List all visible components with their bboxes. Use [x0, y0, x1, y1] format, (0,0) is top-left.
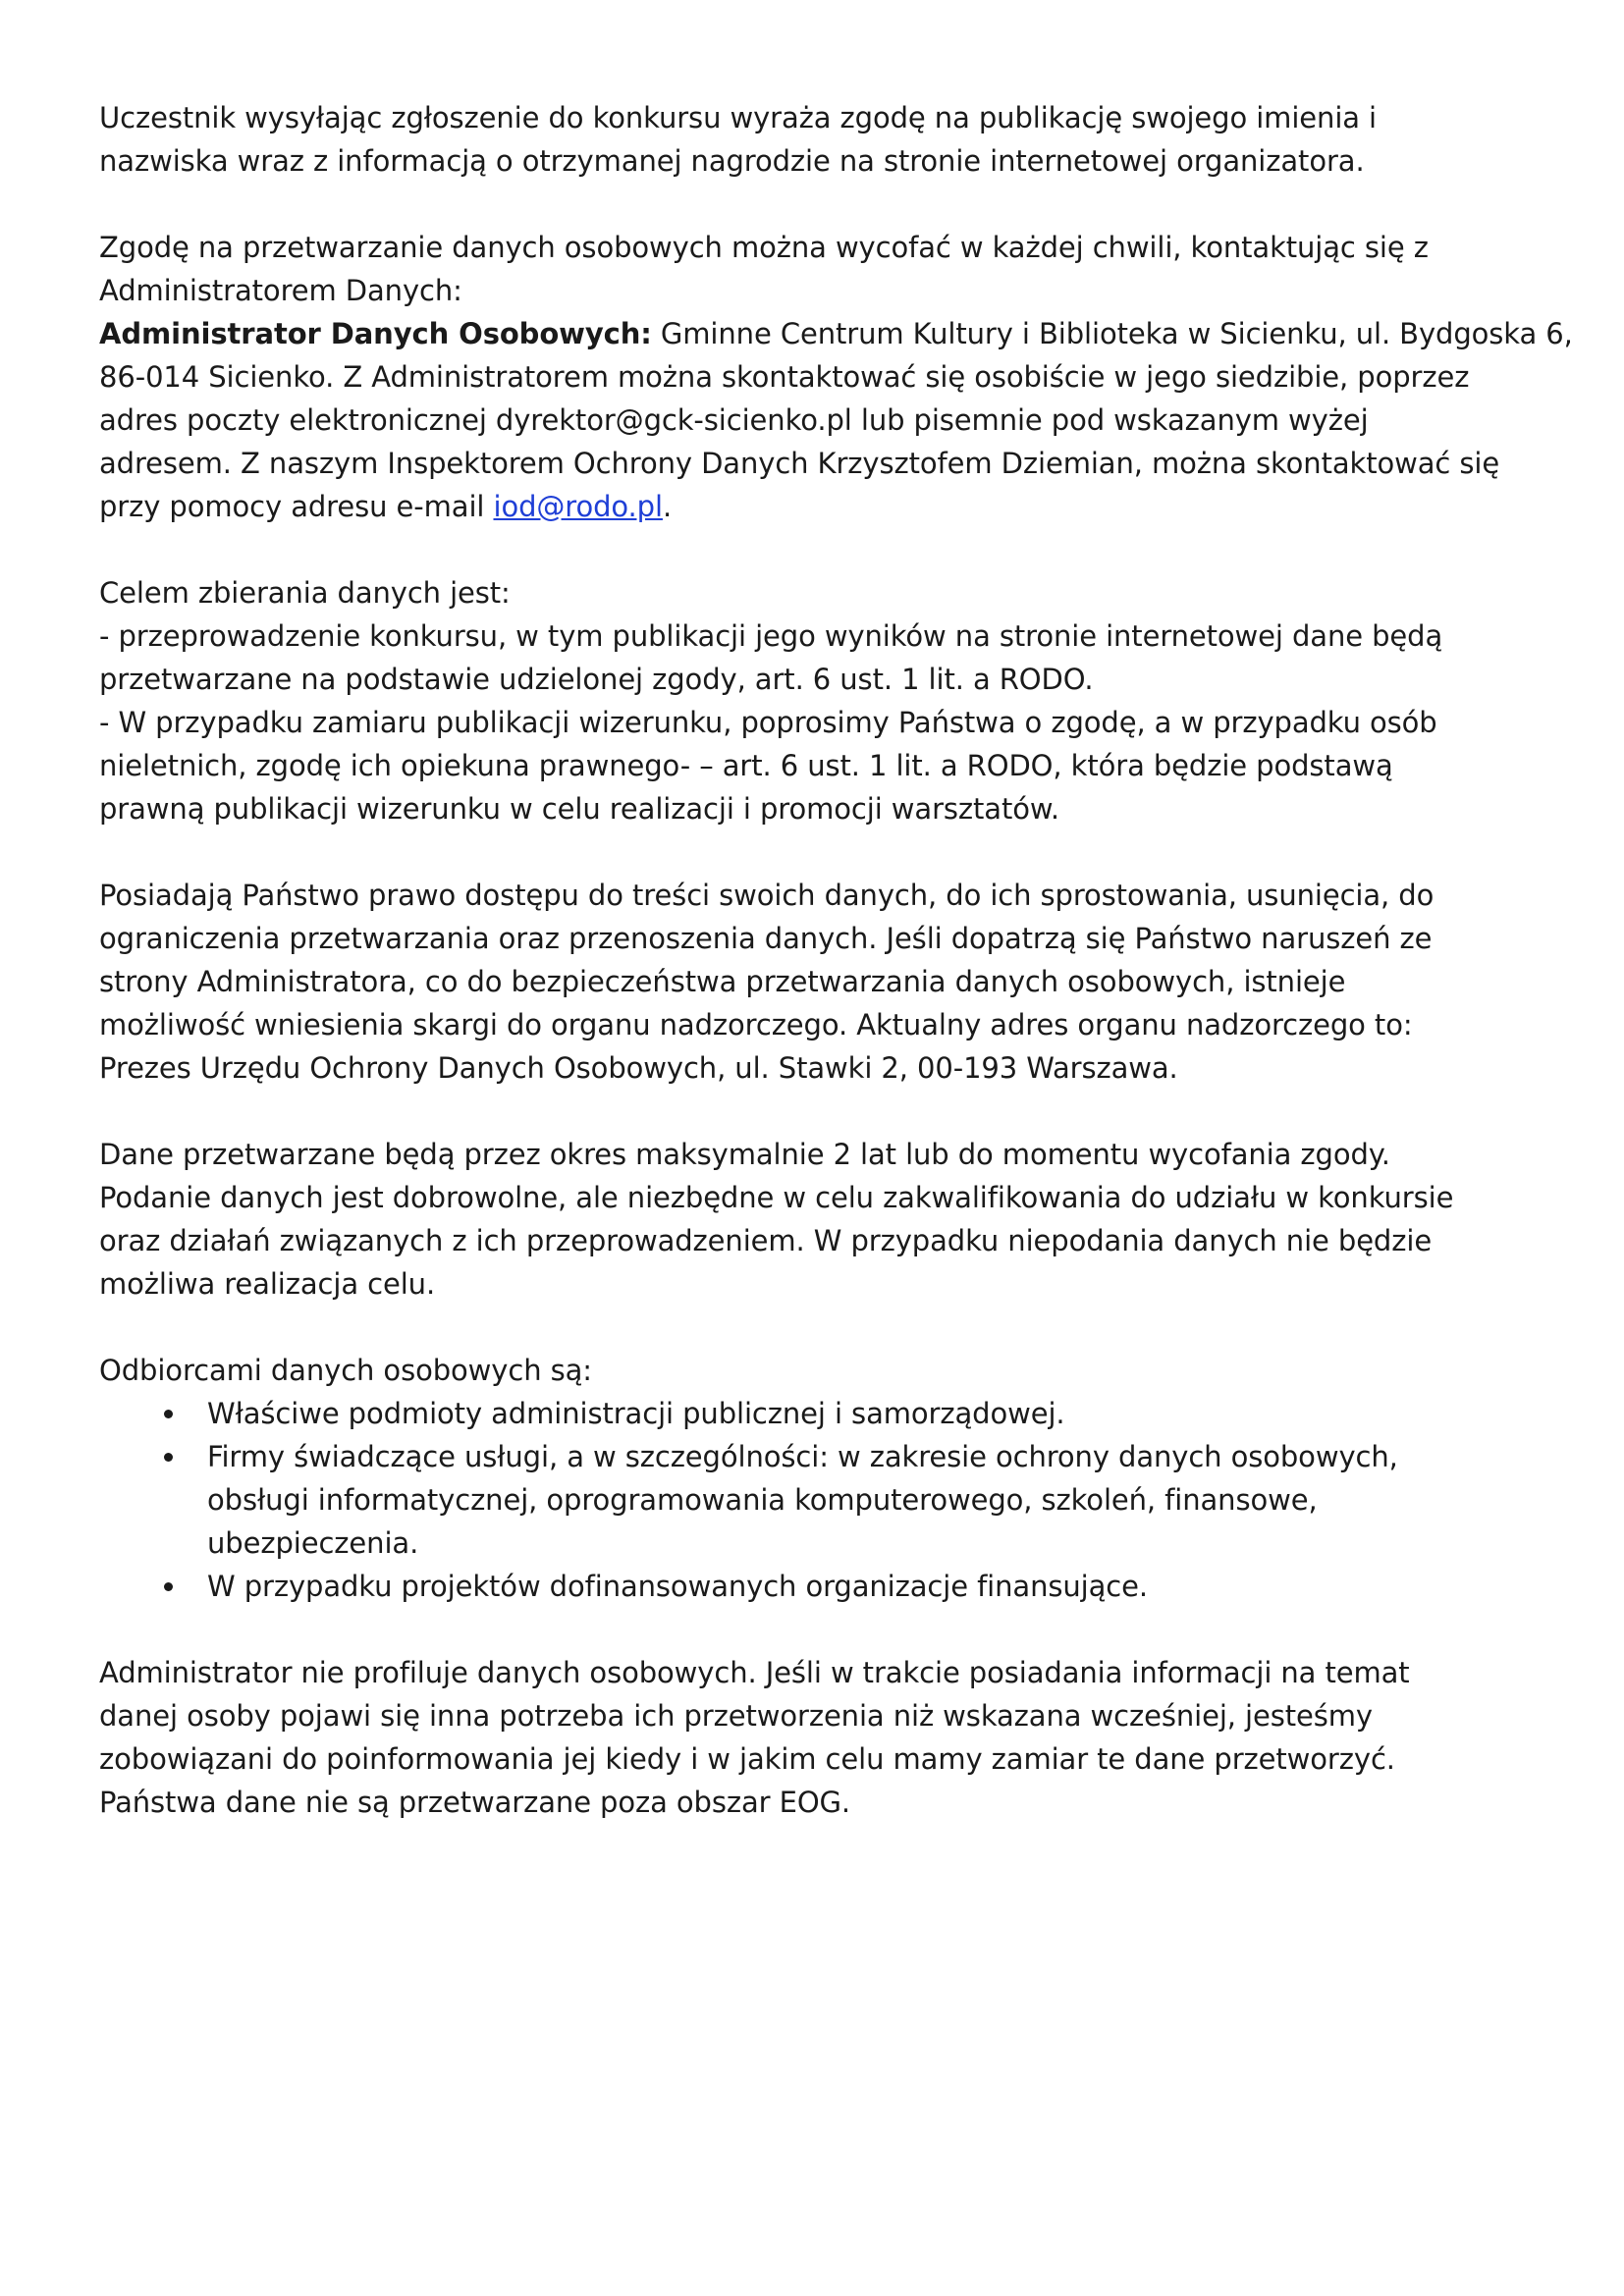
document-page — [99, 96, 1573, 1867]
text-line: adres poczty elektronicznej dyrektor@gck-sicienko.pl lub pisemnie pod wskazanym wyżej — [99, 403, 1369, 437]
iod-email-link[interactable]: iod@rodo.pl — [493, 490, 663, 523]
recipients-list — [99, 1392, 1552, 1608]
text-line: Podanie danych jest dobrowolne, ale niezbędne w celu zakwalifikowania do udziału w konkursie — [99, 1181, 1454, 1214]
text-line: Właściwe podmioty administracji publicznej i samorządowej. — [207, 1397, 1065, 1430]
text-line: ograniczenia przetwarzania oraz przenoszenia danych. Jeśli dopatrzą się Państwo naruszeń ze — [99, 922, 1433, 955]
text-line: nazwiska wraz z informacją o otrzymanej nagrodzie na stronie internetowej organizatora. — [99, 144, 1365, 178]
text-line: oraz działań związanych z ich przeprowadzeniem. W przypadku niepodania danych nie będzie — [99, 1224, 1433, 1257]
list-item — [99, 1392, 1552, 1435]
text-line: przetwarzane na podstawie udzielonej zgody, art. 6 ust. 1 lit. a RODO. — [99, 663, 1094, 696]
text-line: adresem. Z naszym Inspektorem Ochrony Danych Krzysztofem Dziemian, można skontaktować się — [99, 447, 1500, 480]
bullet-icon — [164, 1410, 173, 1418]
paragraph-purpose — [99, 571, 1552, 830]
administrator-label: Administrator Danych Osobowych: — [99, 317, 652, 350]
text-line: Zgodę na przetwarzanie danych osobowych można wycofać w każdej chwili, kontaktując się z — [99, 231, 1429, 264]
text-line: możliwość wniesienia skargi do organu nadzorczego. Aktualny adres organu nadzorczego to: — [99, 1008, 1413, 1041]
list-item — [99, 1565, 1552, 1608]
text-line: - W przypadku zamiaru publikacji wizerunku, poprosimy Państwa o zgodę, a w przypadku osób — [99, 706, 1437, 739]
text-line: Administrator nie profiluje danych osobowych. Jeśli w trakcie posiadania informacji na temat — [99, 1656, 1410, 1689]
bullet-icon — [164, 1453, 173, 1462]
administrator-address: Gminne Centrum Kultury i Biblioteka w Sicienku, ul. Bydgoska 6, — [651, 317, 1573, 350]
text-line: nieletnich, zgodę ich opiekuna prawnego- – art. 6 ust. 1 lit. a RODO, która będzie podstawą — [99, 749, 1393, 782]
list-item — [99, 1435, 1552, 1565]
paragraph-consent-publication — [99, 96, 1552, 183]
bullet-icon — [164, 1582, 173, 1591]
text-line: Firmy świadczące usługi, a w szczególności: w zakresie ochrony danych osobowych, — [207, 1440, 1398, 1473]
text-line: Dane przetwarzane będą przez okres maksymalnie 2 lat lub do momentu wycofania zgody. — [99, 1138, 1390, 1171]
email-prefix: przy pomocy adresu e-mail — [99, 490, 494, 523]
text-line: Prezes Urzędu Ochrony Danych Osobowych, ul. Stawki 2, 00-193 Warszawa. — [99, 1051, 1178, 1085]
text-line: Posiadają Państwo prawo dostępu do treści swoich danych, do ich sprostowania, usunięcia, do — [99, 879, 1435, 912]
paragraph-rights — [99, 874, 1552, 1090]
text-line: obsługi informatycznej, oprogramowania komputerowego, szkoleń, finansowe, — [207, 1483, 1318, 1517]
text-line: zobowiązani do poinformowania jej kiedy i w jakim celu mamy zamiar te dane przetworzyć. — [99, 1742, 1395, 1776]
text-line: - przeprowadzenie konkursu, w tym publikacji jego wyników na stronie internetowej dane będą — [99, 619, 1443, 653]
text-line: możliwa realizacja celu. — [99, 1267, 436, 1301]
recipients-heading: Odbiorcami danych osobowych są: — [99, 1354, 592, 1387]
text-line — [99, 312, 1573, 355]
paragraph-profiling — [99, 1651, 1552, 1824]
text-line: W przypadku projektów dofinansowanych organizacje finansujące. — [207, 1570, 1148, 1603]
text-line: Administratorem Danych: — [99, 274, 462, 307]
text-line: danej osoby pojawi się inna potrzeba ich przetworzenia niż wskazana wcześniej, jesteśmy — [99, 1699, 1373, 1733]
text-line: Celem zbierania danych jest: — [99, 576, 511, 610]
paragraph-data-administrator — [99, 226, 1573, 528]
text-line: 86-014 Sicienko. Z Administratorem można skontaktować się osobiście w jego siedzibie, poprzez — [99, 360, 1470, 394]
text-line — [99, 485, 1552, 528]
text-line: Państwa dane nie są przetwarzane poza obszar EOG. — [99, 1786, 851, 1819]
paragraph-recipients — [99, 1349, 1552, 1608]
paragraph-retention — [99, 1133, 1552, 1306]
text-line: prawną publikacji wizerunku w celu realizacji i promocji warsztatów. — [99, 792, 1059, 826]
email-suffix: . — [662, 490, 673, 523]
text-line: Uczestnik wysyłając zgłoszenie do konkursu wyraża zgodę na publikację swojego imienia i — [99, 101, 1378, 134]
text-line: strony Administratora, co do bezpieczeństwa przetwarzania danych osobowych, istnieje — [99, 965, 1346, 998]
text-line: ubezpieczenia. — [207, 1526, 419, 1560]
